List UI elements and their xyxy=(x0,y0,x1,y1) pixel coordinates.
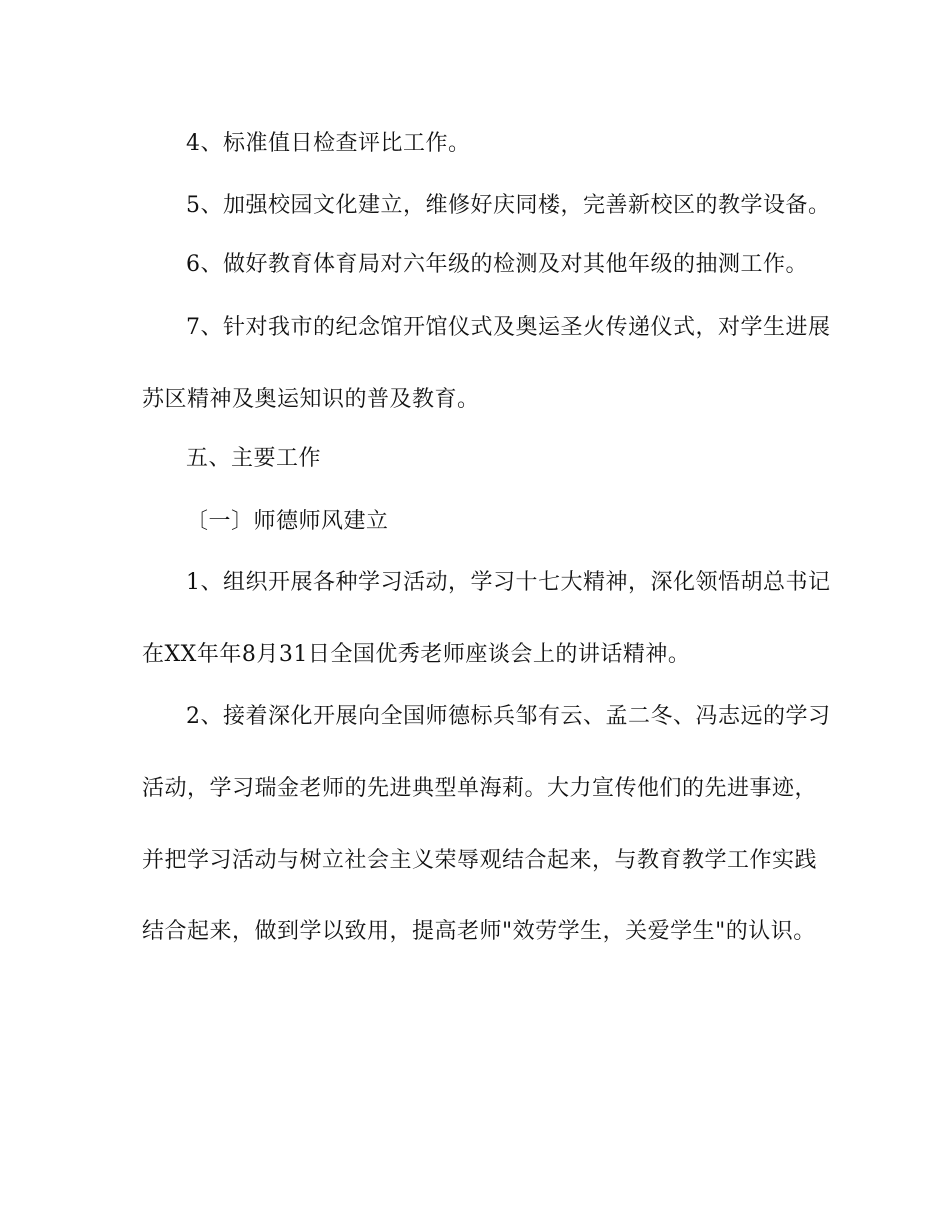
subsection-heading: 〔一〕师德师风建立 xyxy=(186,509,389,534)
paragraph-2-line1: 2、接着深化开展向全国师德标兵邹有云、孟二冬、冯志远的学习 xyxy=(186,704,831,729)
item-6-text: 6、做好教育体育局对六年级的检测及对其他年级的抽测工作。 xyxy=(186,252,808,277)
item-4-text: 4、标准值日检查评比工作。 xyxy=(186,131,471,156)
paragraph-2-line3: 并把学习活动与树立社会主义荣辱观结合起来，与教育教学工作实践 xyxy=(142,848,818,873)
paragraph-2-line2: 活动，学习瑞金老师的先进典型单海莉。大力宣传他们的先进事迹， xyxy=(142,776,818,801)
section-heading: 五、主要工作 xyxy=(186,446,322,471)
paragraph-1-line1: 1、组织开展各种学习活动，学习十七大精神，深化领悟胡总书记 xyxy=(186,570,831,595)
item-5-text: 5、加强校园文化建立，维修好庆同楼，完善新校区的教学设备。 xyxy=(186,193,831,218)
paragraph-1-line2: 在XX年年8月31日全国优秀老师座谈会上的讲话精神。 xyxy=(142,642,691,667)
item-7-text-line2: 苏区精神及奥运知识的普及教育。 xyxy=(142,387,480,412)
paragraph-2-line4: 结合起来，做到学以致用，提高老师"效劳学生，关爱学生"的认识。 xyxy=(142,919,816,944)
item-7-text-line1: 7、针对我市的纪念馆开馆仪式及奥运圣火传递仪式，对学生进展 xyxy=(186,315,831,340)
